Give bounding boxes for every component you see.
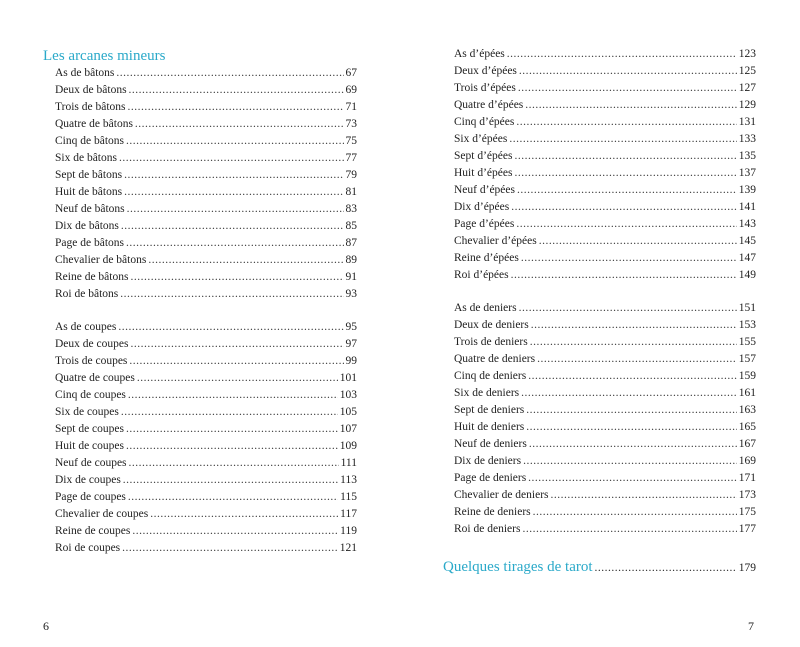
toc-entry-page: 75 (345, 135, 357, 147)
toc-leader-dots (121, 218, 344, 235)
toc-leader-dots (523, 453, 737, 470)
toc-entry-label: Quelques tirages de tarot (443, 559, 593, 575)
toc-entry (55, 472, 357, 489)
toc-entry-page: 103 (339, 389, 357, 401)
toc-leader-dots (130, 336, 343, 353)
section-title-arcanes-mineurs: Les arcanes mineurs (43, 48, 166, 64)
toc-leader-dots (127, 201, 344, 218)
toc-entry-page: 105 (339, 406, 357, 418)
toc-entry (454, 114, 756, 131)
toc-entry-page: 87 (345, 237, 357, 249)
toc-leader-dots (516, 114, 736, 131)
toc-entry (55, 455, 357, 472)
toc-entry-page: 177 (738, 523, 756, 535)
toc-entry (55, 336, 357, 353)
toc-entry-page: 121 (339, 542, 357, 554)
toc-entry-label: Neuf d’épées (454, 184, 515, 196)
toc-entry (454, 504, 756, 521)
toc-entry-page: 145 (738, 235, 756, 247)
toc-entry (454, 216, 756, 233)
toc-entry-page: 91 (345, 271, 357, 283)
toc-entry-page: 169 (738, 455, 756, 467)
toc-entry-page: 135 (738, 150, 756, 162)
toc-leader-dots (519, 300, 737, 317)
toc-leader-dots (126, 421, 338, 438)
toc-leader-dots (519, 63, 737, 80)
toc-leader-dots (533, 504, 737, 521)
toc-entry (55, 370, 357, 387)
toc-entry (454, 436, 756, 453)
toc-list-deniers (454, 300, 756, 538)
toc-entry-page: 133 (738, 133, 756, 145)
toc-entry-page: 137 (738, 167, 756, 179)
toc-entry-page: 81 (345, 186, 357, 198)
toc-leader-dots (118, 319, 343, 336)
toc-entry-label: Roi de coupes (55, 542, 121, 554)
toc-entry (454, 267, 756, 284)
toc-entry-label: Neuf de coupes (55, 457, 127, 469)
toc-entry-label: Neuf de deniers (454, 438, 527, 450)
toc-entry (55, 523, 357, 540)
toc-leader-dots (526, 419, 736, 436)
toc-entry-label: Six de bâtons (55, 152, 117, 164)
toc-leader-dots (124, 167, 343, 184)
toc-entry (55, 421, 357, 438)
toc-entry-page: 115 (340, 491, 357, 503)
toc-entry (55, 167, 357, 184)
toc-entry (454, 317, 756, 334)
toc-leader-dots (539, 233, 737, 250)
toc-entry-label: Deux de coupes (55, 338, 129, 350)
toc-leader-dots (511, 267, 737, 284)
toc-entry (454, 80, 756, 97)
toc-entry-label: Roi d’épées (454, 269, 509, 281)
toc-leader-dots (137, 370, 338, 387)
toc-entry-label: Six de deniers (454, 387, 520, 399)
toc-entry-label: Cinq de bâtons (55, 135, 124, 147)
toc-entry-page: 93 (345, 288, 357, 300)
toc-entry (454, 250, 756, 267)
toc-entry (454, 199, 756, 216)
toc-leader-dots (120, 286, 343, 303)
toc-entry (55, 438, 357, 455)
toc-list-batons (55, 65, 357, 303)
toc-leader-dots (521, 385, 737, 402)
toc-leader-dots (128, 489, 338, 506)
toc-leader-dots (531, 317, 737, 334)
toc-entry-label: As de deniers (454, 302, 517, 314)
toc-entry-label: Page de bâtons (55, 237, 124, 249)
toc-entry (55, 252, 357, 269)
toc-entry (454, 46, 756, 63)
toc-entry-page: 111 (340, 457, 357, 469)
toc-leader-dots (126, 438, 338, 455)
right-page (400, 0, 800, 647)
toc-entry (454, 148, 756, 165)
toc-entry-page: 179 (738, 562, 756, 574)
toc-entry-page: 69 (345, 84, 357, 96)
toc-entry-label: Huit de bâtons (55, 186, 123, 198)
toc-entry-label: Sept de deniers (454, 404, 525, 416)
toc-entry (454, 368, 756, 385)
toc-entry-label: Sept de bâtons (55, 169, 123, 181)
toc-entry-label: Cinq d’épées (454, 116, 515, 128)
toc-entry-page: 107 (339, 423, 357, 435)
toc-entry-label: Quatre d’épées (454, 99, 524, 111)
toc-entry-page: 143 (738, 218, 756, 230)
toc-leader-dots (518, 80, 737, 97)
toc-leader-dots (129, 455, 339, 472)
toc-leader-dots (528, 470, 737, 487)
toc-entry (55, 489, 357, 506)
toc-entry-tirages (443, 559, 756, 579)
toc-entry-label: Page d’épées (454, 218, 515, 230)
toc-entry-label: Chevalier de bâtons (55, 254, 147, 266)
toc-entry-page: 71 (345, 101, 357, 113)
toc-entry (55, 218, 357, 235)
toc-entry-label: Neuf de bâtons (55, 203, 125, 215)
toc-entry-label: Quatre de bâtons (55, 118, 133, 130)
toc-entry-page: 171 (738, 472, 756, 484)
toc-entry-page: 83 (345, 203, 357, 215)
toc-entry-page: 155 (738, 336, 756, 348)
toc-leader-dots (511, 199, 737, 216)
toc-entry (454, 487, 756, 504)
toc-entry-label: Six d’épées (454, 133, 508, 145)
toc-entry-label: Dix de deniers (454, 455, 522, 467)
toc-leader-dots (126, 133, 344, 150)
toc-entry (55, 99, 357, 116)
toc-entry (454, 182, 756, 199)
toc-entry (55, 286, 357, 303)
toc-entry (55, 269, 357, 286)
toc-entry (454, 419, 756, 436)
toc-entry (55, 404, 357, 421)
toc-entry-label: Dix d’épées (454, 201, 510, 213)
toc-list-coupes (55, 319, 357, 557)
toc-entry-page: 113 (340, 474, 357, 486)
toc-leader-dots (530, 334, 737, 351)
toc-entry-label: Dix de coupes (55, 474, 121, 486)
toc-entry (55, 506, 357, 523)
toc-leader-dots (132, 523, 338, 540)
toc-entry-label: Reine d’épées (454, 252, 519, 264)
toc-entry-label: Huit de coupes (55, 440, 124, 452)
toc-entry (55, 201, 357, 218)
toc-entry-label: Six de coupes (55, 406, 119, 418)
toc-leader-dots (514, 148, 736, 165)
toc-entry (55, 82, 357, 99)
toc-entry (55, 235, 357, 252)
toc-leader-dots (123, 472, 338, 489)
toc-list-epees (454, 46, 756, 284)
toc-leader-dots (509, 131, 736, 148)
toc-entry (55, 150, 357, 167)
toc-entry (454, 97, 756, 114)
toc-leader-dots (150, 506, 338, 523)
toc-leader-dots (507, 46, 737, 63)
toc-entry-page: 73 (345, 118, 357, 130)
toc-entry-page: 157 (738, 353, 756, 365)
toc-leader-dots (135, 116, 344, 133)
toc-entry-label: Sept de coupes (55, 423, 124, 435)
toc-entry (454, 63, 756, 80)
toc-leader-dots (124, 184, 343, 201)
toc-entry-label: Trois de deniers (454, 336, 528, 348)
toc-leader-dots (551, 487, 737, 504)
toc-entry-page: 67 (345, 67, 357, 79)
toc-entry-label: Quatre de deniers (454, 353, 536, 365)
toc-entry-page: 163 (738, 404, 756, 416)
toc-entry-label: Page de deniers (454, 472, 527, 484)
toc-entry-label: Huit de deniers (454, 421, 525, 433)
toc-entry-label: Reine de coupes (55, 525, 131, 537)
toc-entry (454, 521, 756, 538)
toc-entry-page: 151 (738, 302, 756, 314)
toc-entry-label: Chevalier de coupes (55, 508, 149, 520)
toc-entry-page: 131 (738, 116, 756, 128)
toc-leader-dots (525, 97, 736, 114)
toc-entry-page: 173 (738, 489, 756, 501)
toc-entry-page: 99 (345, 355, 357, 367)
toc-leader-dots (521, 250, 737, 267)
toc-entry (454, 233, 756, 250)
toc-leader-dots (537, 351, 737, 368)
toc-entry-label: Deux d’épées (454, 65, 517, 77)
toc-entry-page: 149 (738, 269, 756, 281)
toc-leader-dots (528, 368, 737, 385)
toc-entry-page: 125 (738, 65, 756, 77)
toc-entry-label: Trois d’épées (454, 82, 516, 94)
toc-entry (55, 319, 357, 336)
toc-entry-page: 141 (738, 201, 756, 213)
toc-entry (454, 165, 756, 182)
toc-leader-dots (116, 65, 343, 82)
toc-entry-label: Trois de coupes (55, 355, 128, 367)
toc-entry-page: 153 (738, 319, 756, 331)
toc-leader-dots (595, 562, 737, 574)
toc-entry-page: 147 (738, 252, 756, 264)
toc-leader-dots (517, 182, 737, 199)
toc-entry (55, 133, 357, 150)
toc-leader-dots (119, 150, 344, 167)
toc-entry-page: 175 (738, 506, 756, 518)
toc-entry-label: Cinq de coupes (55, 389, 126, 401)
toc-entry-page: 161 (738, 387, 756, 399)
toc-entry-label: Roi de bâtons (55, 288, 119, 300)
toc-entry-label: Deux de bâtons (55, 84, 127, 96)
toc-leader-dots (128, 387, 338, 404)
toc-leader-dots (516, 216, 736, 233)
toc-leader-dots (522, 521, 736, 538)
toc-entry (454, 470, 756, 487)
toc-entry-label: Dix de bâtons (55, 220, 119, 232)
toc-entry (454, 131, 756, 148)
toc-entry-label: Quatre de coupes (55, 372, 135, 384)
toc-leader-dots (514, 165, 736, 182)
toc-entry (55, 540, 357, 557)
toc-entry-page: 79 (345, 169, 357, 181)
toc-entry-page: 77 (345, 152, 357, 164)
toc-entry (55, 116, 357, 133)
toc-entry (55, 184, 357, 201)
toc-entry-label: Sept d’épées (454, 150, 513, 162)
toc-leader-dots (122, 540, 338, 557)
toc-entry-label: Reine de deniers (454, 506, 531, 518)
toc-entry (454, 300, 756, 317)
toc-entry (454, 402, 756, 419)
toc-entry (454, 351, 756, 368)
toc-entry-label: Deux de deniers (454, 319, 529, 331)
toc-entry-page: 167 (738, 438, 756, 450)
toc-entry (55, 387, 357, 404)
toc-entry-label: Chevalier de deniers (454, 489, 549, 501)
toc-entry (55, 65, 357, 82)
toc-leader-dots (121, 404, 338, 421)
toc-entry-page: 129 (738, 99, 756, 111)
toc-leader-dots (529, 436, 737, 453)
toc-entry-label: Huit d’épées (454, 167, 513, 179)
toc-entry-page: 123 (738, 48, 756, 60)
toc-entry-page: 159 (738, 370, 756, 382)
toc-entry-page: 127 (738, 82, 756, 94)
toc-leader-dots (128, 99, 344, 116)
toc-entry-label: As de coupes (55, 321, 117, 333)
toc-entry-label: Trois de bâtons (55, 101, 126, 113)
toc-entry-label: Reine de bâtons (55, 271, 129, 283)
toc-entry-page: 139 (738, 184, 756, 196)
toc-entry (454, 453, 756, 470)
page-number-left: 6 (43, 619, 49, 633)
toc-leader-dots (148, 252, 343, 269)
toc-leader-dots (129, 353, 343, 370)
toc-leader-dots (126, 235, 344, 252)
toc-entry (55, 353, 357, 370)
toc-entry-label: Roi de deniers (454, 523, 521, 535)
toc-entry-page: 101 (339, 372, 357, 384)
toc-entry-page: 119 (340, 525, 357, 537)
toc-entry-page: 117 (340, 508, 357, 520)
toc-leader-dots (129, 82, 344, 99)
toc-entry-label: Page de coupes (55, 491, 126, 503)
page-number-right: 7 (748, 619, 754, 633)
toc-entry-page: 89 (345, 254, 357, 266)
toc-entry (454, 385, 756, 402)
toc-entry-page: 97 (345, 338, 357, 350)
toc-leader-dots (526, 402, 736, 419)
toc-entry-page: 95 (345, 321, 357, 333)
toc-leader-dots (130, 269, 343, 286)
toc-entry-label: As d’épées (454, 48, 505, 60)
toc-entry-page: 85 (345, 220, 357, 232)
toc-entry-label: Chevalier d’épées (454, 235, 537, 247)
toc-entry-label: Cinq de deniers (454, 370, 527, 382)
toc-entry (454, 334, 756, 351)
toc-entry-page: 109 (339, 440, 357, 452)
toc-entry-page: 165 (738, 421, 756, 433)
toc-entry-label: As de bâtons (55, 67, 115, 79)
